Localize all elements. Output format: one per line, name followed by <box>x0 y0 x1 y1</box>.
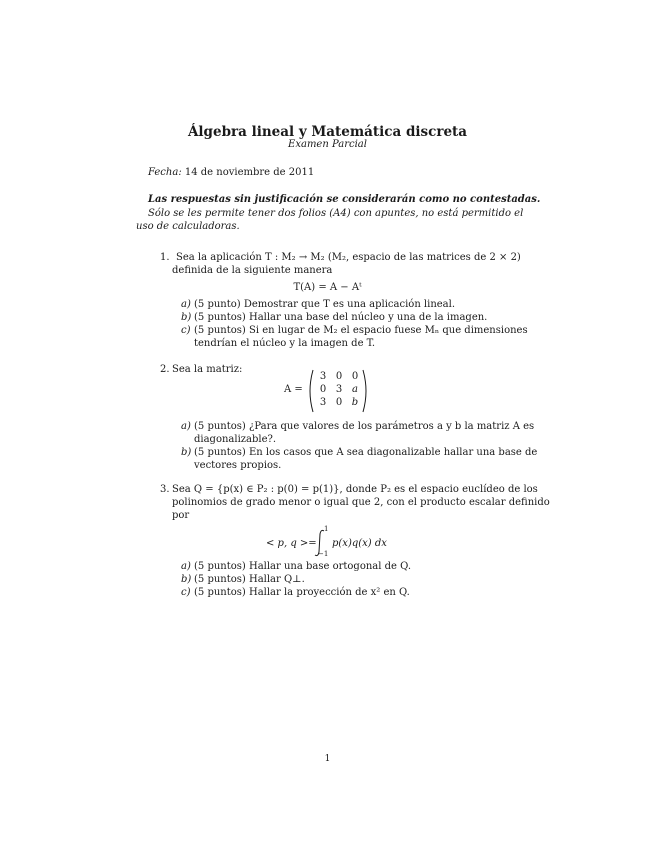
problem-1-item-a-label: a) <box>181 299 191 310</box>
problem-2-item-a-text: (5 puntos) ¿Para que valores de los parámetros a y b la matriz A es <box>194 421 535 432</box>
matrix-cell: 0 <box>335 371 343 382</box>
problem-1-intro-line1: Sea la aplicación T : M₂ → M₂ (M₂, espacio de las matrices de 2 × 2) <box>176 252 521 263</box>
problem-3-item-b-text: (5 puntos) Hallar Q⊥. <box>194 574 305 585</box>
exam-date <box>148 167 314 178</box>
matrix-cell: b <box>351 397 359 408</box>
problem-3-item-c-text: (5 puntos) Hallar la proyección de x² en Q. <box>194 587 410 598</box>
matrix-cell: 0 <box>351 371 359 382</box>
matrix-lhs: A = <box>284 384 303 395</box>
problem-1-number: 1. <box>160 252 170 263</box>
problem-1-formula: T(A) = A − Aᵗ <box>293 282 362 293</box>
problem-2-item-a-label: a) <box>181 421 191 432</box>
problem-3-intro-line2: polinomios de grado menor o igual que 2, con el producto escalar definido <box>172 497 550 508</box>
problem-1-item-b-label: b) <box>181 312 192 323</box>
problem-3-intro-line3: por <box>172 510 190 521</box>
formula-rhs: p(x)q(x) dx <box>332 538 387 549</box>
problem-3-item-a-label: a) <box>181 561 191 572</box>
integral-upper-limit: 1 <box>324 525 329 533</box>
problem-2-intro: Sea la matriz: <box>172 364 243 375</box>
page-subtitle: Examen Parcial <box>288 139 367 150</box>
problem-3-number: 3. <box>160 484 170 495</box>
warning-text: Las respuestas sin justificación se considerarán como no contestadas. <box>148 194 541 205</box>
problem-2-item-b-text-cont: vectores propios. <box>194 460 282 471</box>
problem-3-item-a-text: (5 puntos) Hallar una base ortogonal de Q. <box>194 561 412 572</box>
page-number: 1 <box>324 754 331 764</box>
formula-lhs: < p, q >= <box>266 538 317 549</box>
problem-1-item-c-label: c) <box>181 325 191 336</box>
matrix-a <box>284 369 370 413</box>
integral-lower-limit: −1 <box>318 550 329 558</box>
problem-1-item-c-text-cont: tendrían el núcleo y la imagen de T. <box>194 338 376 349</box>
problem-3-item-c-label: c) <box>181 587 191 598</box>
problem-1-item-a-text: (5 punto) Demostrar que T es una aplicación lineal. <box>194 299 456 310</box>
problem-1-item-c-text: (5 puntos) Si en lugar de M₂ el espacio fuese Mₙ que dimensiones <box>194 325 528 336</box>
matrix-cell: a <box>352 384 358 395</box>
inner-product-formula <box>266 527 396 557</box>
problem-2-item-b-label: b) <box>181 447 192 458</box>
date-value: 14 de noviembre de 2011 <box>184 167 315 178</box>
matrix-cell: 0 <box>319 384 327 395</box>
problem-1-intro-line2: definida de la siguiente manera <box>172 265 333 276</box>
problem-2-item-b-text: (5 puntos) En los casos que A sea diagonalizable hallar una base de <box>194 447 538 458</box>
problem-3-intro-line1: Sea Q = {p(x) ∈ P₂ : p(0) = p(1)}, donde P₂ es el espacio euclídeo de los <box>172 484 538 495</box>
date-label: Fecha: <box>148 167 182 178</box>
problem-2-number: 2. <box>160 364 170 375</box>
matrix-cell: 3 <box>319 371 327 382</box>
problem-3-item-b-label: b) <box>181 574 192 585</box>
instructions-note: Sólo se les permite tener dos folios (A4) con apuntes, no está permitido el uso de calculadoras. <box>136 208 524 232</box>
matrix-cell: 3 <box>335 384 343 395</box>
matrix-cell: 3 <box>319 397 327 408</box>
page-title: Álgebra lineal y Matemática discreta <box>187 124 468 140</box>
problem-1-item-b-text: (5 puntos) Hallar una base del núcleo y una de la imagen. <box>194 312 488 323</box>
problem-2-item-a-text-cont: diagonalizable?. <box>194 434 277 445</box>
matrix-cell: 0 <box>335 397 343 408</box>
